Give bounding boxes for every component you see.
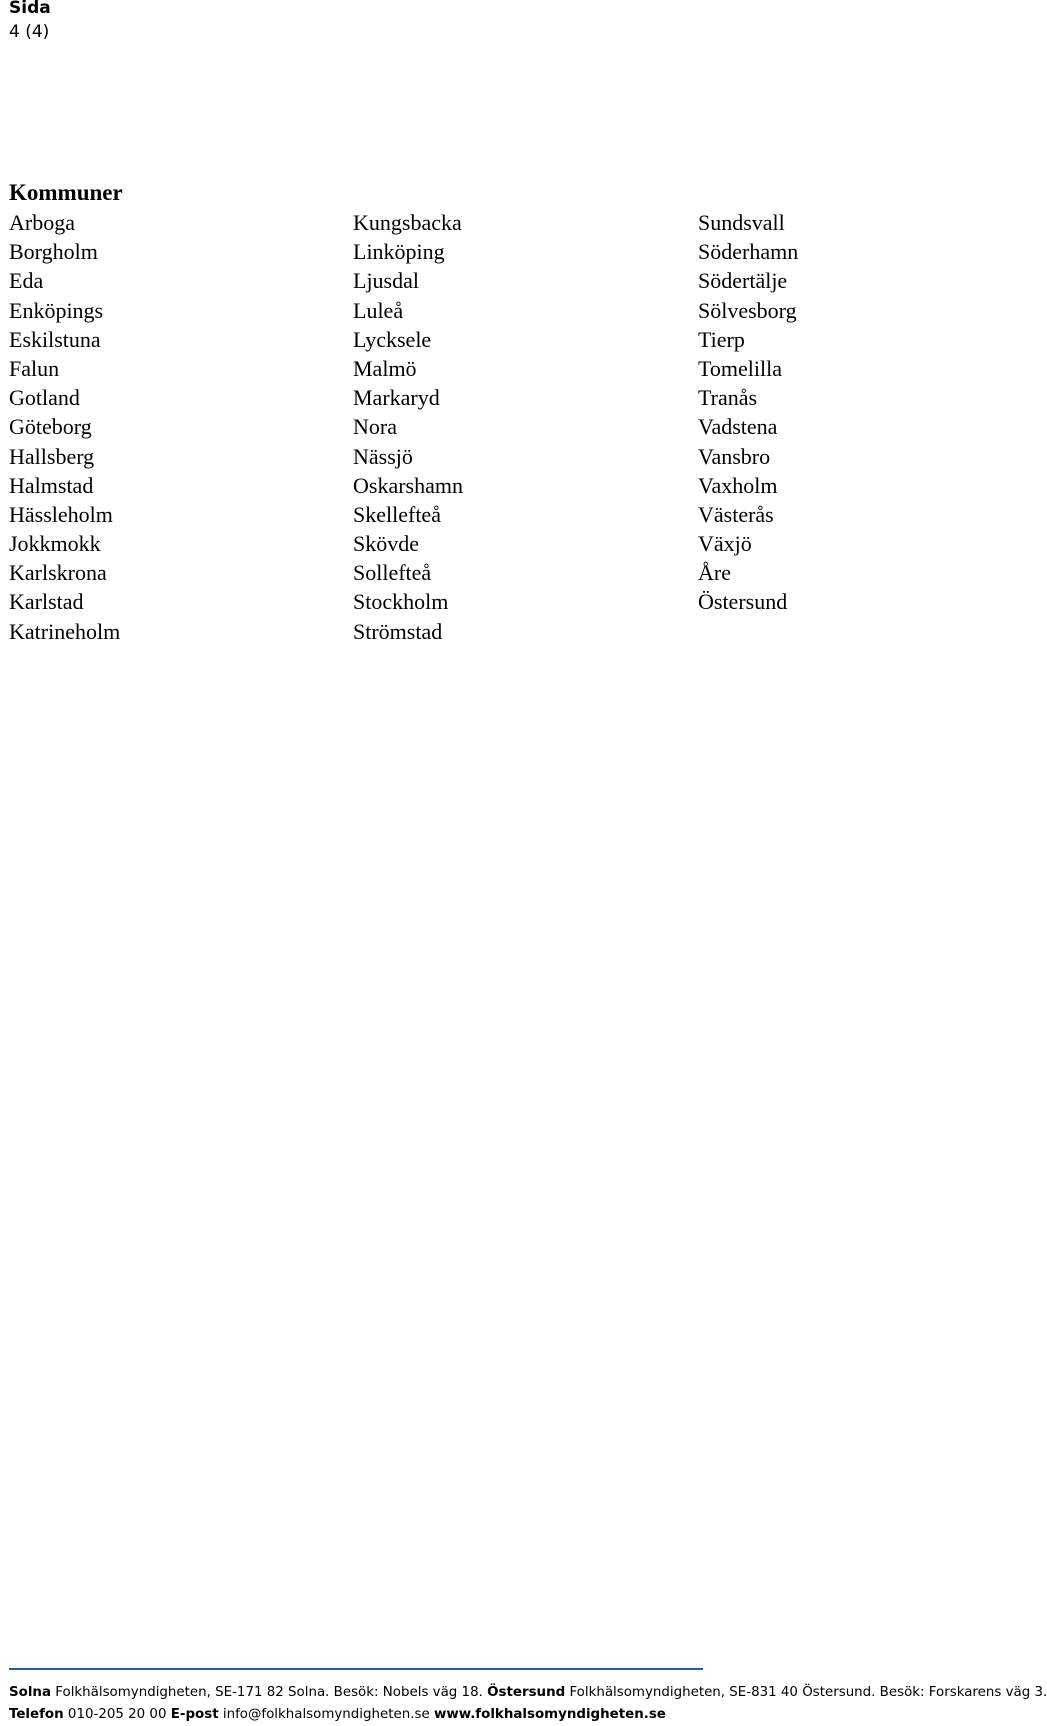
footer: [9, 1682, 1047, 1726]
municipality-item: Linköping: [353, 239, 445, 265]
municipality-item: Vaxholm: [698, 472, 778, 498]
municipality-item: Tomelilla: [698, 355, 782, 381]
municipality-item: Västerås: [698, 501, 774, 527]
municipality-item: Östersund: [698, 589, 788, 615]
municipality-item: Hallsberg: [9, 443, 95, 469]
municipality-item: Växjö: [698, 531, 752, 557]
footer-solna-text: Folkhälsomyndigheten, SE-171 82 Solna. Besök: Nobels väg 18.: [51, 1685, 488, 1700]
municipality-item: Skövde: [353, 531, 419, 557]
footer-divider: [9, 1668, 703, 1670]
footer-address-line: [9, 1682, 1047, 1704]
municipality-column-3: [698, 208, 798, 617]
municipality-item: Jokkmokk: [9, 531, 101, 557]
page-label: Sida: [9, 0, 51, 18]
municipality-item: Enköpings: [9, 297, 104, 323]
municipality-item: Eda: [9, 268, 44, 294]
municipality-item: Arboga: [9, 210, 75, 235]
municipality-item: Sölvesborg: [698, 297, 797, 323]
municipality-item: Nässjö: [353, 443, 413, 469]
municipality-item: Markaryd: [353, 385, 440, 411]
footer-phone-label: Telefon: [9, 1707, 64, 1722]
municipality-item: Tierp: [698, 326, 745, 352]
municipality-item: Eskilstuna: [9, 326, 101, 352]
municipality-item: Lycksele: [353, 326, 432, 352]
municipality-item: Strömstad: [353, 618, 443, 644]
municipality-item: Gotland: [9, 385, 80, 411]
municipality-item: Falun: [9, 355, 60, 381]
municipality-item: Tranås: [698, 385, 758, 411]
footer-contact-line: [9, 1704, 1047, 1726]
municipality-item: Ljusdal: [353, 268, 419, 294]
municipality-item: Nora: [353, 414, 397, 440]
municipality-column-2: [353, 208, 463, 646]
municipality-item: Malmö: [353, 355, 417, 381]
municipality-item: Åre: [698, 560, 731, 586]
municipality-item: Södertälje: [698, 268, 788, 294]
footer-email-label: E-post: [170, 1707, 219, 1722]
municipality-item: Halmstad: [9, 472, 94, 498]
municipality-item: Karlstad: [9, 589, 84, 615]
footer-email-text: info@folkhalsomyndigheten.se: [218, 1707, 434, 1722]
municipality-item: Stockholm: [353, 589, 449, 615]
municipality-item: Söderhamn: [698, 239, 799, 265]
section-title: Kommuner: [9, 180, 123, 205]
footer-phone-text: 010-205 20 00: [63, 1707, 171, 1722]
municipality-item: Göteborg: [9, 414, 92, 440]
page-number: 4 (4): [9, 22, 50, 42]
municipality-item: Sollefteå: [353, 560, 432, 586]
municipality-item: Kungsbacka: [353, 210, 462, 235]
municipality-item: Borgholm: [9, 239, 98, 265]
municipality-item: Karlskrona: [9, 560, 107, 586]
municipality-item: Oskarshamn: [353, 472, 463, 498]
municipality-item: Skellefteå: [353, 501, 441, 527]
municipality-item: Hässleholm: [9, 501, 113, 527]
page-header: [9, 0, 51, 44]
municipality-item: Vansbro: [698, 443, 771, 469]
footer-ostersund-text: Folkhälsomyndigheten, SE-831 40 Östersund. Besök: Forskarens väg 3.: [565, 1685, 1047, 1700]
municipality-item: Sundsvall: [698, 210, 785, 235]
municipality-item: Vadstena: [698, 414, 778, 440]
municipality-column-1: [9, 208, 120, 646]
municipality-item: Katrineholm: [9, 618, 121, 644]
footer-ostersund-label: Östersund: [487, 1685, 566, 1700]
municipality-item: Luleå: [353, 297, 404, 323]
footer-solna-label: Solna: [9, 1685, 52, 1700]
footer-website-link[interactable]: www.folkhalsomyndigheten.se: [433, 1707, 666, 1722]
